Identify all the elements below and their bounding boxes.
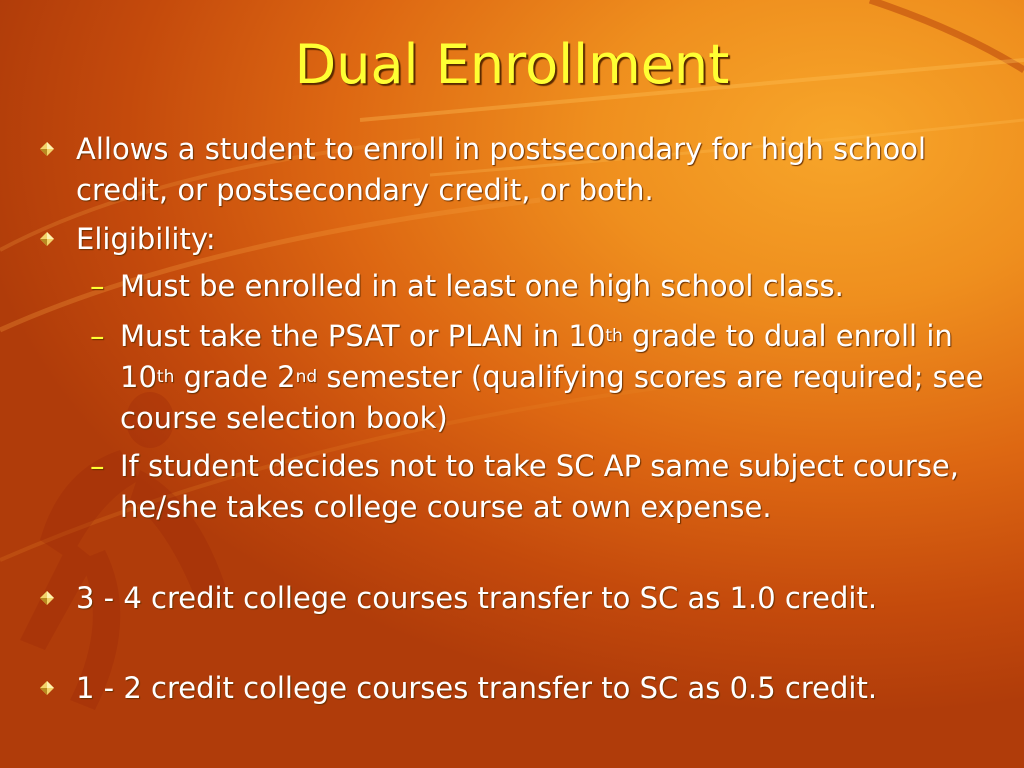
sub-item-text: Must be enrolled in at least one high school class. [120,269,844,303]
superscript-nd: nd [295,367,318,387]
sub-item-text-part3: grade 2 [174,360,296,394]
dash-marker: – [90,269,105,303]
bullet-item-allows [76,129,976,211]
gold-diamond-bullet-icon [40,591,54,605]
sub-item-text-part1: Must take the PSAT or PLAN in 10 [120,319,606,353]
sub-item-enrolled [90,266,1000,307]
dash-marker: – [90,449,105,483]
bullet-item-3-4-credit [76,578,976,619]
bullet-text: Eligibility: [76,222,216,256]
bullet-item-1-2-credit [76,668,976,709]
sub-item-text-part4: semester (qualifying scores are required; see course selection book) [120,360,984,435]
bullet-text: Allows a student to enroll in postsecondary for high school credit, or postsecondary credit, or both. [76,132,927,207]
gold-diamond-bullet-icon [40,232,54,246]
slide-title: Dual Enrollment [294,33,730,96]
sub-item-text: If student decides not to take SC AP same subject course, he/she takes college course at own expense. [120,449,959,524]
bullet-item-eligibility [76,219,976,260]
gold-diamond-bullet-icon [40,681,54,695]
dash-marker: – [90,319,105,353]
gold-diamond-bullet-icon [40,142,54,156]
sub-item-psat [90,316,1000,439]
bullet-text: 1 - 2 credit college courses transfer to SC as 0.5 credit. [76,671,878,705]
superscript-th: th [156,367,175,387]
sub-item-text-part2: grade to dual enroll in 10 [120,319,953,394]
sub-item-ap-course [90,446,1000,528]
bullet-text: 3 - 4 credit college courses transfer to SC as 1.0 credit. [76,581,878,615]
superscript-th: th [605,326,623,346]
